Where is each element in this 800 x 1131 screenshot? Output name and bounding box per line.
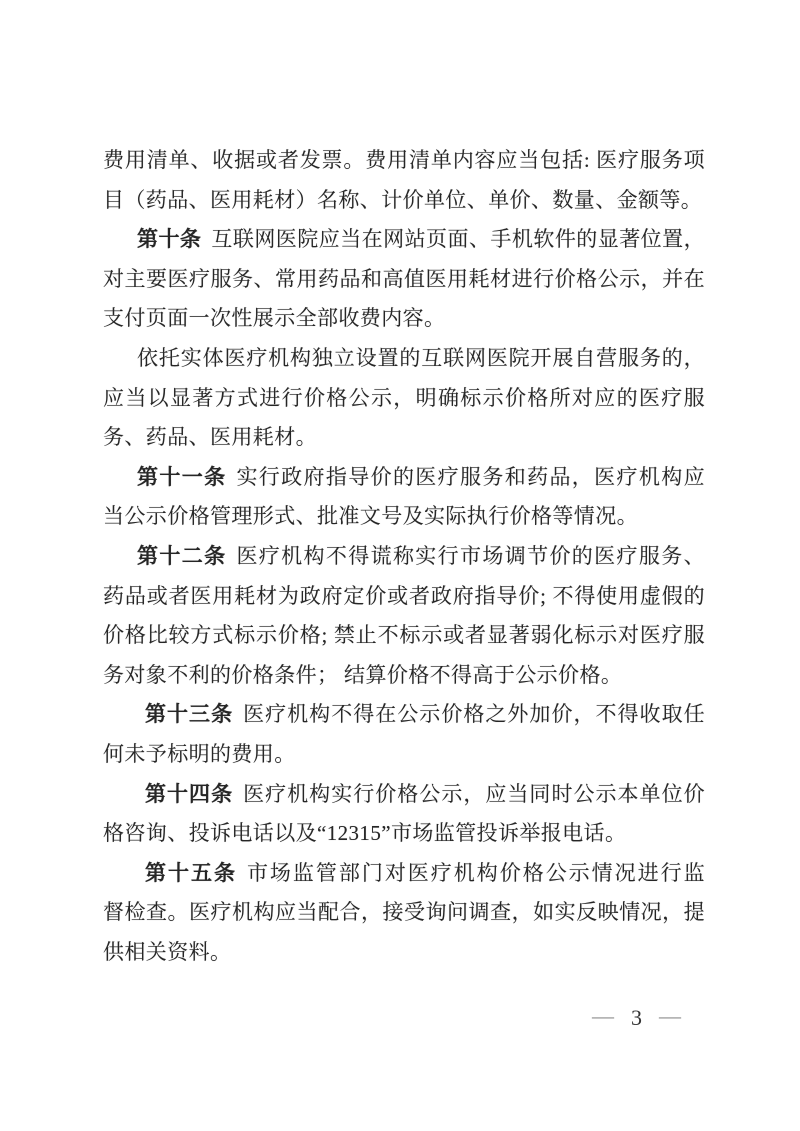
text-line: 何未予标明的费用。 xyxy=(103,741,296,766)
page-number: 3 xyxy=(631,1005,642,1030)
paragraph-continuation xyxy=(103,141,705,220)
text-line: 费用清单、收据或者发票。费用清单内容应当包括: 医疗服务项 xyxy=(103,148,705,172)
article-number: 第十条 xyxy=(137,227,202,252)
paragraph-article-14 xyxy=(103,775,705,854)
text-line: 应当以显著方式进行价格公示，明确标示价格所对应的医疗服 xyxy=(103,385,705,410)
paragraph-article-12 xyxy=(103,537,705,695)
article-number: 第十四条 xyxy=(145,781,234,806)
text-line: 依托实体医疗机构独立设置的互联网医院开展自营服务的， xyxy=(137,345,705,370)
article-number: 第十五条 xyxy=(145,860,237,885)
text-run: 互联网医院应当在网站页面、手机软件的显著位置， xyxy=(211,227,706,252)
text-line: 格咨询、投诉电话以及“12315”市场监管投诉举报电话。 xyxy=(103,821,627,846)
article-number: 第十三条 xyxy=(145,702,234,727)
paragraph-article-10 xyxy=(103,220,705,339)
paragraph-article-13 xyxy=(103,695,705,774)
page-footer xyxy=(592,1004,681,1032)
text-line: 督检查。医疗机构应当配合，接受询问调查，如实反映情况，提 xyxy=(103,900,705,925)
paragraph-self-operated-services xyxy=(103,339,705,458)
text-line: 务对象不利的价格条件； 结算价格不得高于公示价格。 xyxy=(103,662,623,687)
text-line: 当公示价格管理形式、批准文号及实际执行价格等情况。 xyxy=(103,504,638,529)
paragraph-article-11 xyxy=(103,458,705,537)
text-run: 医疗机构不得在公示价格之外加价，不得收取任 xyxy=(243,702,705,727)
text-line: 支付页面一次性展示全部收费内容。 xyxy=(103,306,446,331)
text-run: 实行政府指导价的医疗服务和药品，医疗机构应 xyxy=(236,464,705,489)
article-number: 第十二条 xyxy=(137,543,227,568)
paragraph-article-15 xyxy=(103,854,705,973)
text-line xyxy=(103,458,705,498)
footer-dash-right-icon: — xyxy=(659,1003,681,1028)
document-body xyxy=(103,141,705,972)
text-line: 价格比较方式标示价格; 禁止不标示或者显著弱化标示对医疗服 xyxy=(103,623,705,648)
text-line: 药品或者医用耗材为政府定价或者政府指导价; 不得使用虚假的 xyxy=(103,583,705,608)
text-run: 医疗机构实行价格公示，应当同时公示本单位价 xyxy=(243,781,705,806)
text-line: 务、药品、医用耗材。 xyxy=(103,425,317,450)
text-run: 市场监管部门对医疗机构价格公示情况进行监 xyxy=(246,860,705,885)
text-line: 目（药品、医用耗材）名称、计价单位、单价、数量、金额等。 xyxy=(103,187,703,212)
text-run: 医疗机构不得谎称实行市场调节价的医疗服务、 xyxy=(236,543,705,568)
text-line xyxy=(103,854,705,894)
text-line xyxy=(103,775,705,815)
text-line xyxy=(103,537,705,577)
footer-dash-left-icon: — xyxy=(592,1003,614,1028)
text-line: 供相关资料。 xyxy=(103,939,232,964)
article-number: 第十一条 xyxy=(137,464,227,489)
text-line xyxy=(103,220,705,260)
text-line: 对主要医疗服务、常用药品和高值医用耗材进行价格公示，并在 xyxy=(103,266,705,291)
text-line xyxy=(103,695,705,735)
